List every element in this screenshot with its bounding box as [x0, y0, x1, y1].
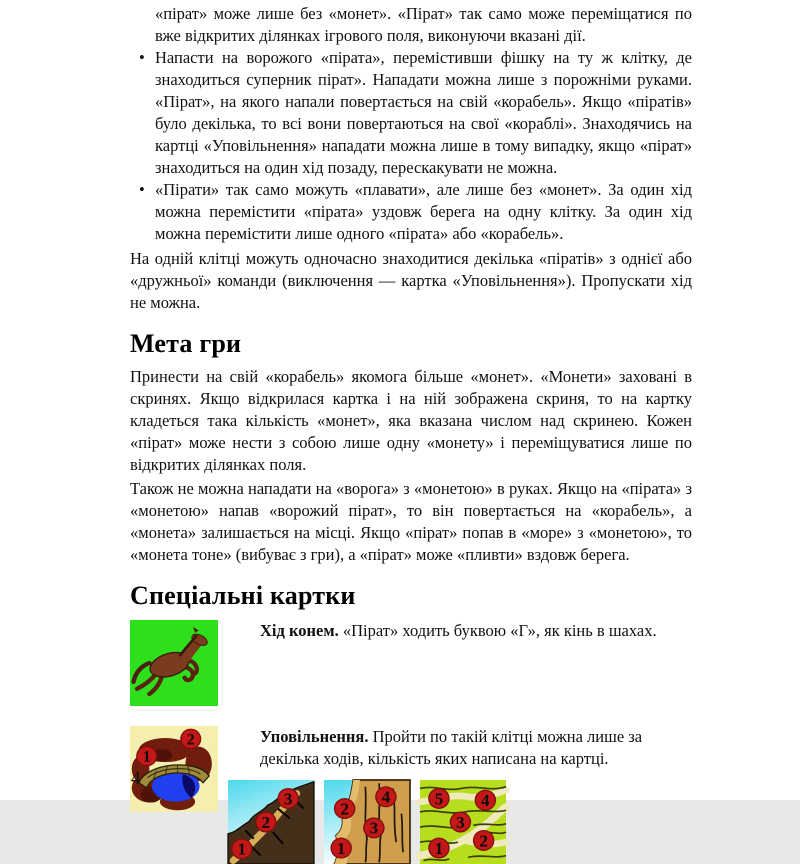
seal-number: 3: [456, 813, 465, 832]
slowdown-number-seal-2: [180, 729, 201, 750]
card-caption-column: [237, 726, 680, 864]
slowdown-card-image: [130, 726, 218, 812]
tile-number-seal: [473, 830, 495, 851]
bullet-item-swim-rule: [130, 179, 692, 245]
seal-number: 2: [186, 731, 195, 749]
tile-number-seal: [475, 790, 497, 811]
seal-number: 5: [434, 789, 444, 809]
special-cards-heading: Спеціальні картки: [130, 581, 356, 610]
tile-number-seal: [231, 838, 253, 859]
card-caption-column: [260, 620, 680, 642]
bullet-text: Напасти на ворожого «пірата», перемістивши фішку на ту ж клітку, де знаходиться суперник пірат». Нападати можна лише з порожніми руками. «Пірат», на якого напали повертається на свій «корабель». Якщо «піратів» було декілька, то всі вони повертаються на свої «кораблі». Знаходячись на картці «Уповільнення» нападати можна лише в тому випадку, якщо «пірат» знаходиться на один хід позаду, перескакувати не можна.: [155, 48, 692, 177]
card-text: «Пірат» ходить буквою «Г», як кінь в шахах.: [342, 621, 657, 640]
seal-number: 4: [481, 791, 490, 810]
tile-number-seal: [334, 798, 356, 819]
note-paragraph: На одній клітці можуть одночасно знаходитися декілька «піратів» з однієї або «дружньої» команди (виключення — картка «Уповільнення»). Пропускати хід не можна.: [130, 249, 692, 312]
example-tile-cliff: [324, 780, 410, 864]
tile-number-seal: [330, 838, 352, 859]
slowdown-caption: [260, 726, 680, 770]
bullet-marker: •: [139, 180, 145, 199]
seal-number: 1: [142, 748, 151, 766]
card-title: Хід конем.: [260, 621, 339, 640]
seal-number: 2: [261, 813, 271, 832]
tile-number-seal: [450, 812, 471, 833]
text-column: [130, 3, 692, 864]
slowdown-example-tiles: [228, 780, 680, 864]
goal-paragraph-1: Принести на свій «корабель» якомога більше «монет». «Монети» заховані в скринях. Якщо відкрилася картка і на ній зображена скриня, то на картку кладеться така кількість «монет», яка вказана числом над скринею. Кожен «пірат» може нести з собою лише одну «монету» і переміщуватися лише по відкритих ділянках поля.: [130, 367, 692, 474]
page-number: 4: [131, 768, 141, 789]
seal-number: 2: [340, 799, 349, 819]
tile-number-seal: [428, 838, 450, 859]
horse-card-image: [130, 620, 218, 706]
tile-number-seal: [428, 788, 450, 809]
seal-number: 4: [381, 787, 391, 807]
knight-move-caption: [260, 620, 680, 642]
bullet-continuation-paragraph: «пірат» може лише без «монет». «Пірат» так само може переміщатися по вже відкритих ділянках ігрового поля, виконуючи вказані дії.: [155, 4, 692, 45]
tile-number-seal: [255, 812, 277, 833]
card-text: Пройти по такій клітці можна лише за декілька ходів, кількість яких написана на картці.: [260, 727, 643, 768]
seal-number: 1: [237, 839, 247, 859]
seal-number: 1: [336, 839, 346, 858]
seal-number: 3: [369, 818, 379, 838]
card-row-knight-move: [130, 620, 692, 717]
card-row-slowdown: [130, 726, 692, 864]
seal-number: 1: [434, 839, 444, 858]
bullet-marker: •: [139, 48, 145, 67]
tile-number-seal: [277, 788, 299, 809]
tile-number-seal: [375, 786, 397, 807]
example-tile-mountain: [228, 780, 314, 864]
tile-number-seal: [363, 817, 385, 838]
bullet-text: «Пірати» так само можуть «плавати», але лише без «монет». За один хід можна перемістити «пірата» уздовж берега на одну клітку. За один хід можна перемістити лише одного «пірата» або «корабель».: [155, 180, 692, 243]
seal-number: 2: [479, 831, 488, 851]
goal-paragraph-2: Також не можна нападати на «ворога» з «монетою» в руках. Якщо на «пірата» з «монетою» напав «ворожий пірат», то він повертається на «корабель», а «монета» залишається на місці. Якщо «пірат» попав в «море» з «монетою», то «монета тоне» (вибуває з гри), а «пірат» може «пливти» вздовж берега.: [130, 479, 692, 564]
bullet-item-attack-rule: [130, 47, 692, 179]
slowdown-number-seal-1: [136, 746, 157, 767]
goal-heading: Мета гри: [130, 329, 242, 358]
example-tile-field: [420, 780, 506, 864]
card-title: Уповільнення.: [260, 727, 369, 746]
seal-number: 3: [283, 789, 293, 809]
